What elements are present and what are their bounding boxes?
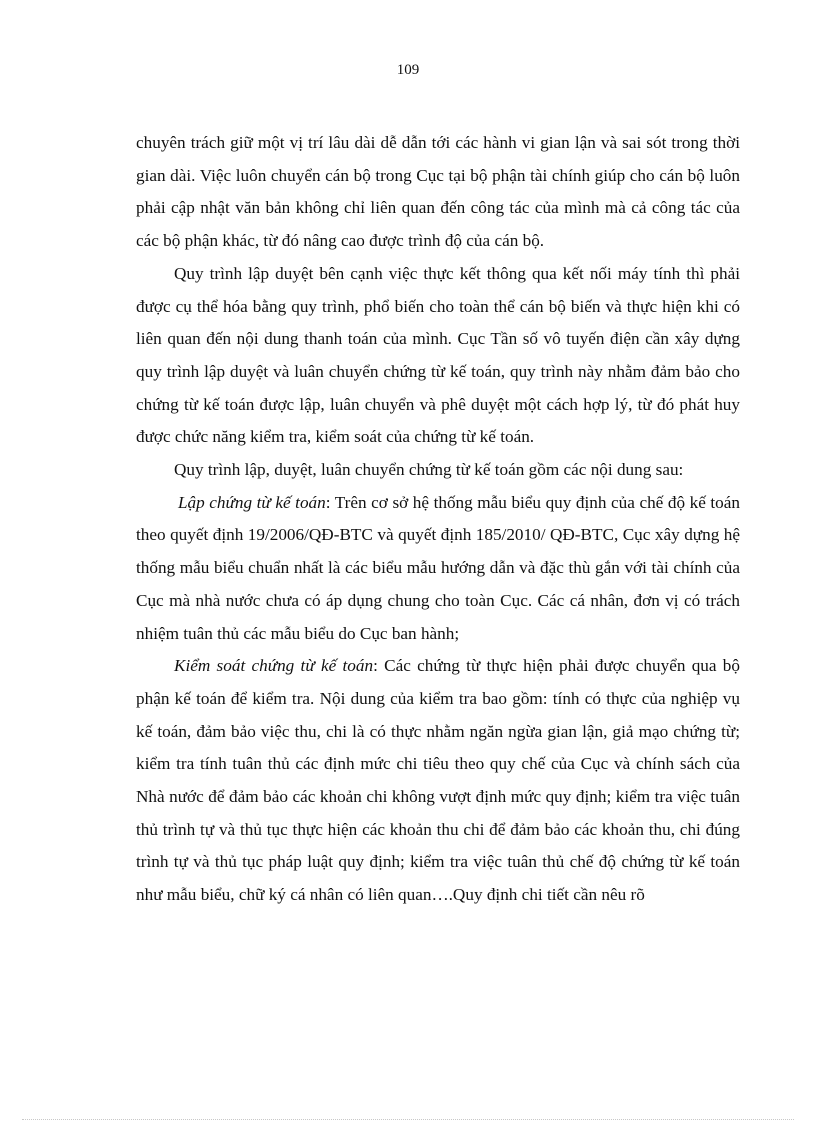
paragraph-continuation: chuyên trách giữ một vị trí lâu dài dễ dẫn tới các hành vi gian lận và sai sót trong thời gian dài. Việc luôn chuyển cán bộ trong Cục tại bộ phận tài chính giúp cho cán bộ luôn phải cập nhật văn bản không chỉ liên quan đến công tác của mình mà cả công tác của các bộ phận khác, từ đó nâng cao được trình độ của cán bộ.	[136, 133, 740, 251]
paragraph-document-control-body: : Các chứng từ thực hiện phải được chuyển qua bộ phận kế toán để kiểm tra. Nội dung của kiểm tra bao gồm: tính có thực của nghiệp vụ kế toán, đảm bảo việc thu, chi là có thực nhằm ngăn ngừa gian lận, giả mạo chứng từ; kiểm tra tính tuân thủ các định mức chi tiêu theo quy chế của Cục và chính sách của Nhà nước để đảm bảo các khoản chi không vượt định mức quy định; kiểm tra việc tuân thủ trình tự và thủ tục thực hiện các khoản thu chi để đảm bảo các khoản thu, chi đúng trình tự và thủ tục pháp luật quy định; kiểm tra việc tuân thủ chế độ chứng từ kế toán như mẫu biểu, chữ ký cá nhân có liên quan….Quy định chi tiết cần nêu rõ	[136, 656, 740, 905]
page-number: 109	[396, 62, 420, 78]
paragraph-document-creation	[136, 487, 740, 651]
page-bottom-divider	[22, 1119, 794, 1120]
paragraph-document-creation-body: : Trên cơ sở hệ thống mẫu biểu quy định của chế độ kế toán theo quyết định 19/2006/QĐ-BTC và quyết định 185/2010/ QĐ-BTC, Cục xây dựng hệ thống mẫu biểu chuẩn nhất là các biểu mẫu hướng dẫn và đặc thù gắn với tài chính của Cục mà nhà nước chưa có áp dụng chung cho toàn Cục. Các cá nhân, đơn vị có trách nhiệm tuân thủ các mẫu biểu do Cục ban hành;	[136, 492, 740, 643]
document-body	[136, 127, 740, 912]
paragraph-approval-process: Quy trình lập duyệt bên cạnh việc thực kết thông qua kết nối máy tính thì phải được cụ thể hóa bằng quy trình, phổ biến cho toàn thể cán bộ biến và thực hiện khi có liên quan đến nội dung thanh toán của mình. Cục Tần số vô tuyến điện cần xây dựng quy trình lập duyệt và luân chuyển chứng từ kế toán, quy trình này nhằm đảm bảo cho chứng từ kế toán được lập, luân chuyển và phê duyệt một cách hợp lý, từ đó phát huy được chức năng kiểm tra, kiểm soát của chứng từ kế toán.	[136, 263, 740, 447]
term-document-control: Kiểm soát chứng từ kế toán	[174, 656, 374, 676]
paragraph-process-intro: Quy trình lập, duyệt, luân chuyển chứng từ kế toán gồm các nội dung sau:	[174, 460, 684, 480]
paragraph-document-control	[136, 650, 740, 912]
term-document-creation: Lập chứng từ kế toán	[178, 492, 326, 512]
